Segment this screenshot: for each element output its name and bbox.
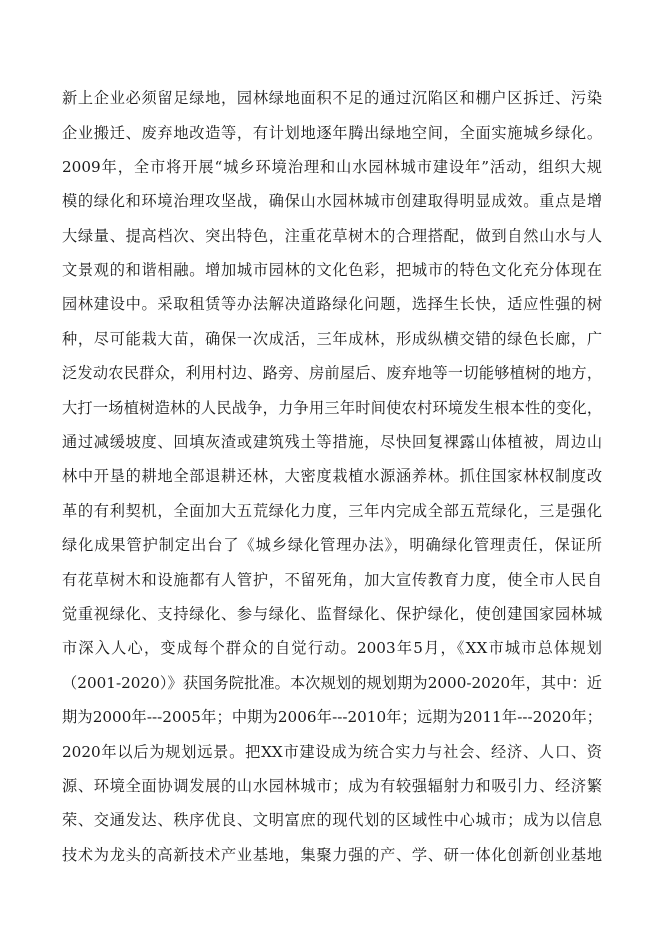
text-line: 荣、交通发达、秩序优良、文明富庶的现代划的区域性中心城市；成为以信息 xyxy=(62,811,602,829)
text-line: 觉重视绿化、支持绿化、参与绿化、监督绿化、保护绿化，使创建国家园林城 xyxy=(62,605,602,623)
text-line: 种，尽可能栽大苗，确保一次成活，三年成林，形成纵横交错的绿色长廊，广 xyxy=(62,330,602,348)
text-line: 绿化成果管护制定出台了《城乡绿化管理办法》，明确绿化管理责任，保证所 xyxy=(62,536,602,554)
text-line: 革的有利契机，全面加大五荒绿化力度，三年内完成全部五荒绿化，三是强化 xyxy=(62,502,602,520)
text-line: （2001-2020）》获国务院批准。本次规划的规划期为2000-2020年，其中：近 xyxy=(62,674,602,692)
text-line: 园林建设中。采取租赁等办法解决道路绿化问题，选择生长快，适应性强的树 xyxy=(62,295,602,313)
text-line: 模的绿化和环境治理攻坚战，确保山水园林城市创建取得明显成效。重点是增 xyxy=(62,192,602,210)
text-line: 企业搬迁、废弃地改造等，有计划地逐年腾出绿地空间，全面实施城乡绿化。 xyxy=(62,124,602,142)
text-line: 期为2000年---2005年；中期为2006年---2010年；远期为2011年---2020年； xyxy=(62,708,602,726)
text-line: 大打一场植树造林的人民战争，力争用三年时间使农村环境发生根本性的变化， xyxy=(62,399,602,417)
text-line: 源、环境全面协调发展的山水园林城市；成为有较强辐射力和吸引力、经济繁 xyxy=(62,777,602,795)
text-line: 林中开垦的耕地全部退耕还林，大密度栽植水源涵养林。抓住国家林权制度改 xyxy=(62,467,602,485)
text-line: 泛发动农民群众，利用村边、路旁、房前屋后、废弃地等一切能够植树的地方， xyxy=(62,364,602,382)
text-line: 大绿量、提高档次、突出特色，注重花草树木的合理搭配，做到自然山水与人 xyxy=(62,227,602,245)
text-line: 市深入人心，变成每个群众的自觉行动。2003年5月，《XX市城市总体规划 xyxy=(62,639,602,657)
text-line: 通过减缓坡度、回填灰渣或建筑残土等措施，尽快回复裸露山体植被，周边山 xyxy=(62,433,602,451)
text-line: 文景观的和谐相融。增加城市园林的文化色彩，把城市的特色文化充分体现在 xyxy=(62,261,602,279)
text-line: 新上企业必须留足绿地，园林绿地面积不足的通过沉陷区和棚户区拆迁、污染 xyxy=(62,89,602,107)
text-line: 2020年以后为规划远景。把XX市建设成为统合实力与社会、经济、人口、资 xyxy=(62,743,602,761)
text-line: 技术为龙头的高新技术产业基地，集聚力强的产、学、研一体化创新创业基地 xyxy=(62,846,602,864)
text-line: 2009年，全市将开展“城乡环境治理和山水园林城市建设年”活动，组织大规 xyxy=(62,158,602,176)
text-line: 有花草树木和设施都有人管护，不留死角，加大宣传教育力度，使全市人民自 xyxy=(62,571,602,589)
